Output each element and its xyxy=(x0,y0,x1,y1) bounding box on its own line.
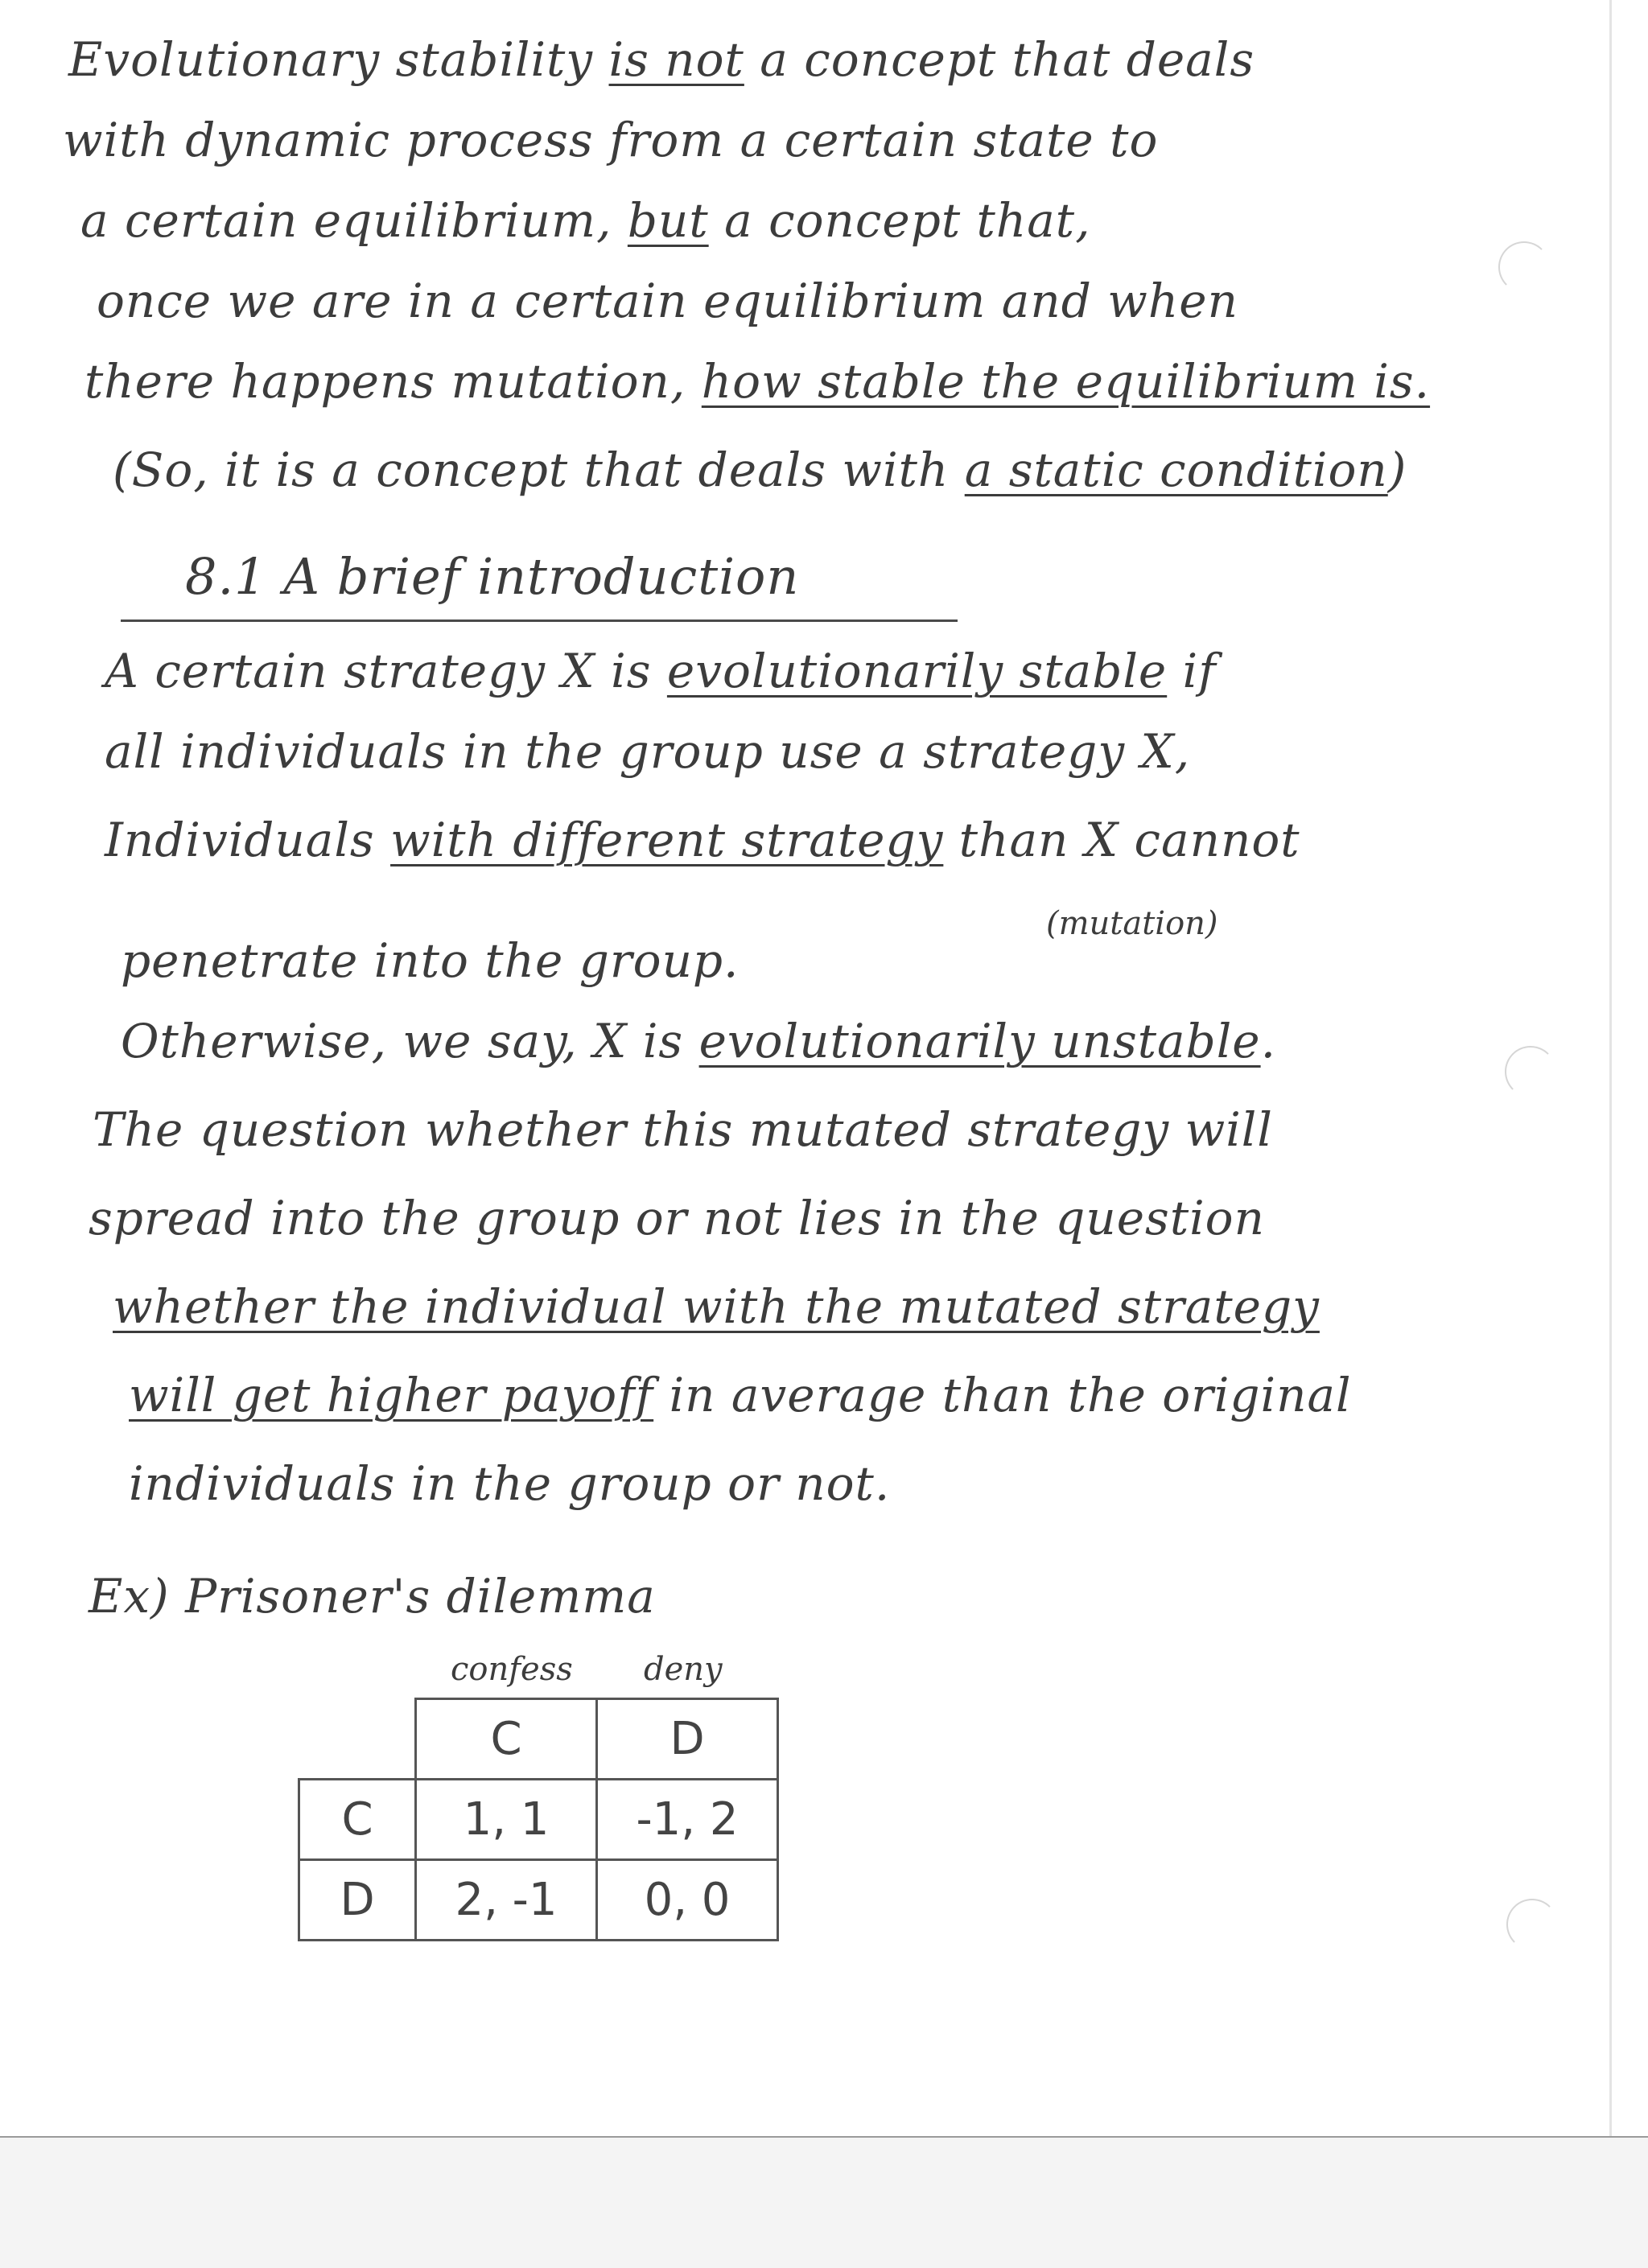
note-line: once we are in a certain equilibrium and when xyxy=(97,274,1238,328)
matrix-row-head: D xyxy=(299,1860,416,1941)
payoff-matrix xyxy=(298,1698,779,1941)
heading-underline xyxy=(121,619,958,622)
note-line: (So, it is a concept that deals with a static condition) xyxy=(113,442,1407,497)
mutation-note: (mutation) xyxy=(1046,905,1218,942)
note-line: will get higher payoff in average than the original xyxy=(129,1368,1352,1422)
col-label-confess: confess xyxy=(451,1651,573,1688)
matrix-col-head: D xyxy=(597,1699,778,1780)
note-line: all individuals in the group use a strategy X, xyxy=(105,724,1191,779)
matrix-cell: 0, 0 xyxy=(597,1860,778,1941)
note-line: A certain strategy X is evolutionarily stable if xyxy=(105,644,1217,698)
note-line: individuals in the group or not. xyxy=(129,1456,891,1511)
note-line: The question whether this mutated strategy will xyxy=(93,1102,1273,1157)
note-line: there happens mutation, how stable the equilibrium is. xyxy=(84,354,1431,409)
scan-background xyxy=(0,2136,1648,2268)
matrix-cell: -1, 2 xyxy=(597,1780,778,1860)
matrix-cell: 1, 1 xyxy=(416,1780,597,1860)
matrix-row xyxy=(299,1780,778,1860)
note-line: Evolutionary stability is not a concept that deals xyxy=(68,32,1255,87)
section-heading: 8.1 A brief introduction xyxy=(185,547,800,606)
matrix-corner xyxy=(299,1699,416,1780)
note-line: spread into the group or not lies in the question xyxy=(89,1191,1265,1245)
punch-hole xyxy=(1506,1899,1558,1950)
note-line: a certain equilibrium, but a concept that, xyxy=(80,193,1091,248)
matrix-cell: 2, -1 xyxy=(416,1860,597,1941)
matrix-row xyxy=(299,1860,778,1941)
example-title: Ex) Prisoner's dilemma xyxy=(89,1569,656,1624)
note-line: penetrate into the group. xyxy=(121,933,740,988)
matrix-header-row xyxy=(299,1699,778,1780)
note-line: with dynamic process from a certain state to xyxy=(63,113,1159,167)
matrix-col-head: C xyxy=(416,1699,597,1780)
matrix-row-head: C xyxy=(299,1780,416,1860)
note-line: Individuals with different strategy than X cannot xyxy=(105,813,1300,867)
matrix-column-labels xyxy=(0,1651,1648,1699)
note-line: Otherwise, we say, X is evolutionarily unstable. xyxy=(121,1014,1277,1068)
note-line: whether the individual with the mutated strategy xyxy=(113,1279,1320,1334)
col-label-deny: deny xyxy=(644,1651,723,1688)
